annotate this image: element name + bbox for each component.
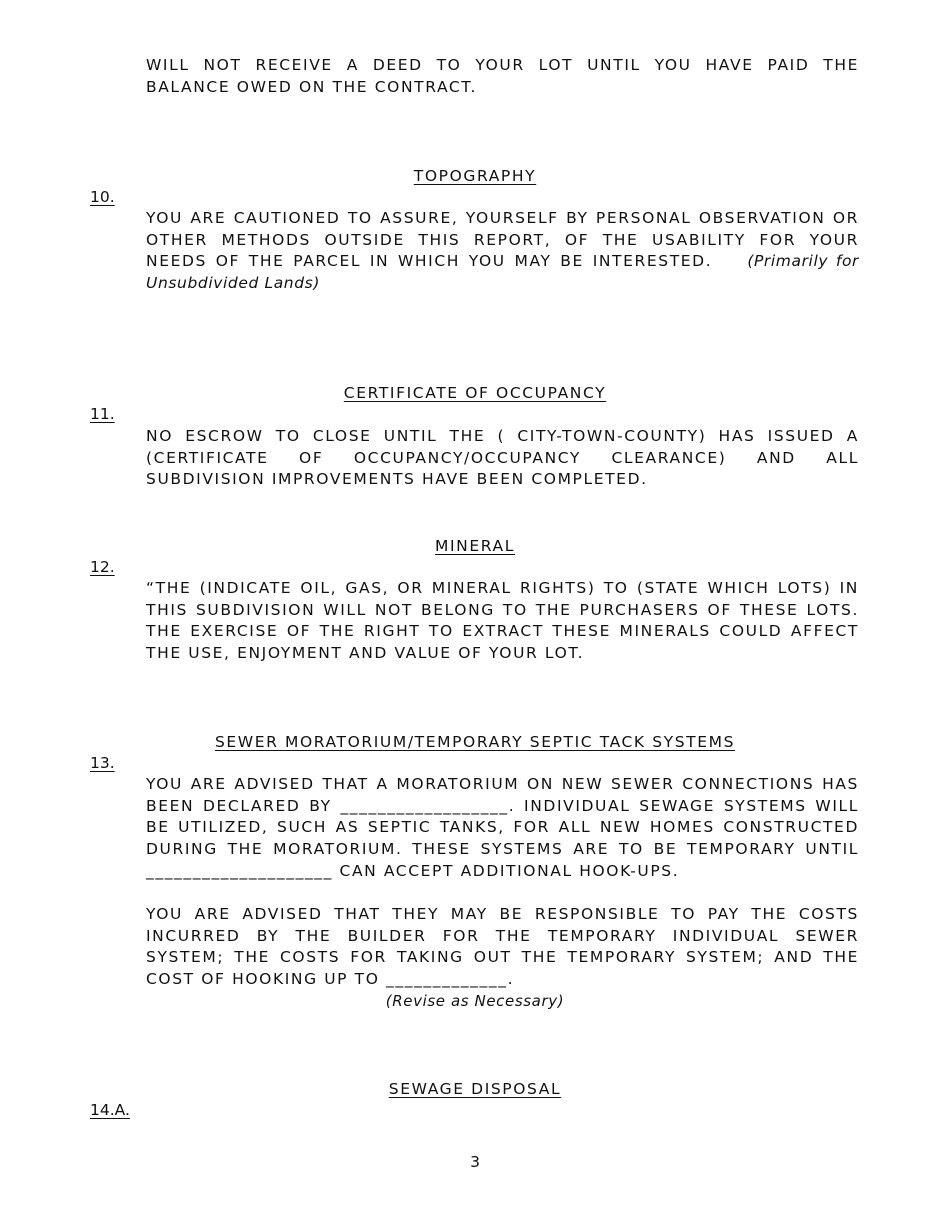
topography-note: (Primarily for Unsubdivided Lands) <box>146 252 860 293</box>
section-number-13: 13. <box>90 754 115 772</box>
occupancy-heading-text: CERTIFICATE OF OCCUPANCY <box>343 384 607 402</box>
topography-heading-text: TOPOGRAPHY <box>413 167 537 185</box>
section-number-11: 11. <box>90 405 115 423</box>
occupancy-paragraph: NO ESCROW TO CLOSE UNTIL THE ( CITY-TOWN-COUNTY) HAS ISSUED A (CERTIFICATE OF OCCUPANCY/OCCUPANCY CLEARANCE) AND ALL SUBDIVISION IMPROVEMENTS HAVE BEEN COMPLETED. <box>146 427 859 489</box>
topography-text: YOU ARE CAUTIONED TO ASSURE, YOURSELF BY PERSONAL OBSERVATION OR OTHER METHODS OUTSIDE THIS REPORT, OF THE USABILITY FOR YOUR NEEDS OF THE PARCEL IN WHICH YOU MAY BE INTERESTED. <box>146 209 859 271</box>
sewer-note: (Revise as Necessary) <box>385 992 565 1010</box>
occupancy-heading <box>0 383 950 403</box>
topography-paragraph <box>146 208 859 295</box>
sewer-heading-text: SEWER MORATORIUM/TEMPORARY SEPTIC TACK SYSTEMS <box>214 733 736 751</box>
section-number-14a: 14.A. <box>90 1101 130 1119</box>
section-number-10: 10. <box>90 188 115 206</box>
mineral-heading <box>0 536 950 556</box>
sewage-heading <box>0 1079 950 1099</box>
sewer-paragraph-2: YOU ARE ADVISED THAT THEY MAY BE RESPONSIBLE TO PAY THE COSTS INCURRED BY THE BUILDER FOR THE TEMPORARY INDIVIDUAL SEWER SYSTEM; THE COSTS FOR TAKING OUT THE TEMPORARY SYSTEM; AND THE COST OF HOOKING UP TO _____________. <box>146 905 859 989</box>
intro-paragraph: WILL NOT RECEIVE A DEED TO YOUR LOT UNTIL YOU HAVE PAID THE BALANCE OWED ON THE CONTRACT. <box>146 56 859 96</box>
sewage-heading-text: SEWAGE DISPOSAL <box>388 1080 562 1098</box>
mineral-heading-text: MINERAL <box>435 537 515 555</box>
sewer-paragraph-1: YOU ARE ADVISED THAT A MORATORIUM ON NEW SEWER CONNECTIONS HAS BEEN DECLARED BY __________________. INDIVIDUAL SEWAGE SYSTEMS WILL BE UTILIZED, SUCH AS SEPTIC TANKS, FOR ALL NEW HOMES CONSTRUCTED DURING THE MORATORIUM. THESE SYSTEMS ARE TO BE TEMPORARY UNTIL ____________________ CAN ACCEPT ADDITIONAL HOOK-UPS. <box>146 775 859 880</box>
mineral-paragraph: “THE (INDICATE OIL, GAS, OR MINERAL RIGHTS) TO (STATE WHICH LOTS) IN THIS SUBDIVISION WILL NOT BELONG TO THE PURCHASERS OF THESE LOTS. THE EXERCISE OF THE RIGHT TO EXTRACT THESE MINERALS COULD AFFECT THE USE, ENJOYMENT AND VALUE OF YOUR LOT. <box>146 579 859 663</box>
page-number: 3 <box>470 1153 480 1171</box>
topography-heading <box>0 166 950 186</box>
section-number-12: 12. <box>90 558 115 576</box>
sewer-heading <box>0 732 950 752</box>
